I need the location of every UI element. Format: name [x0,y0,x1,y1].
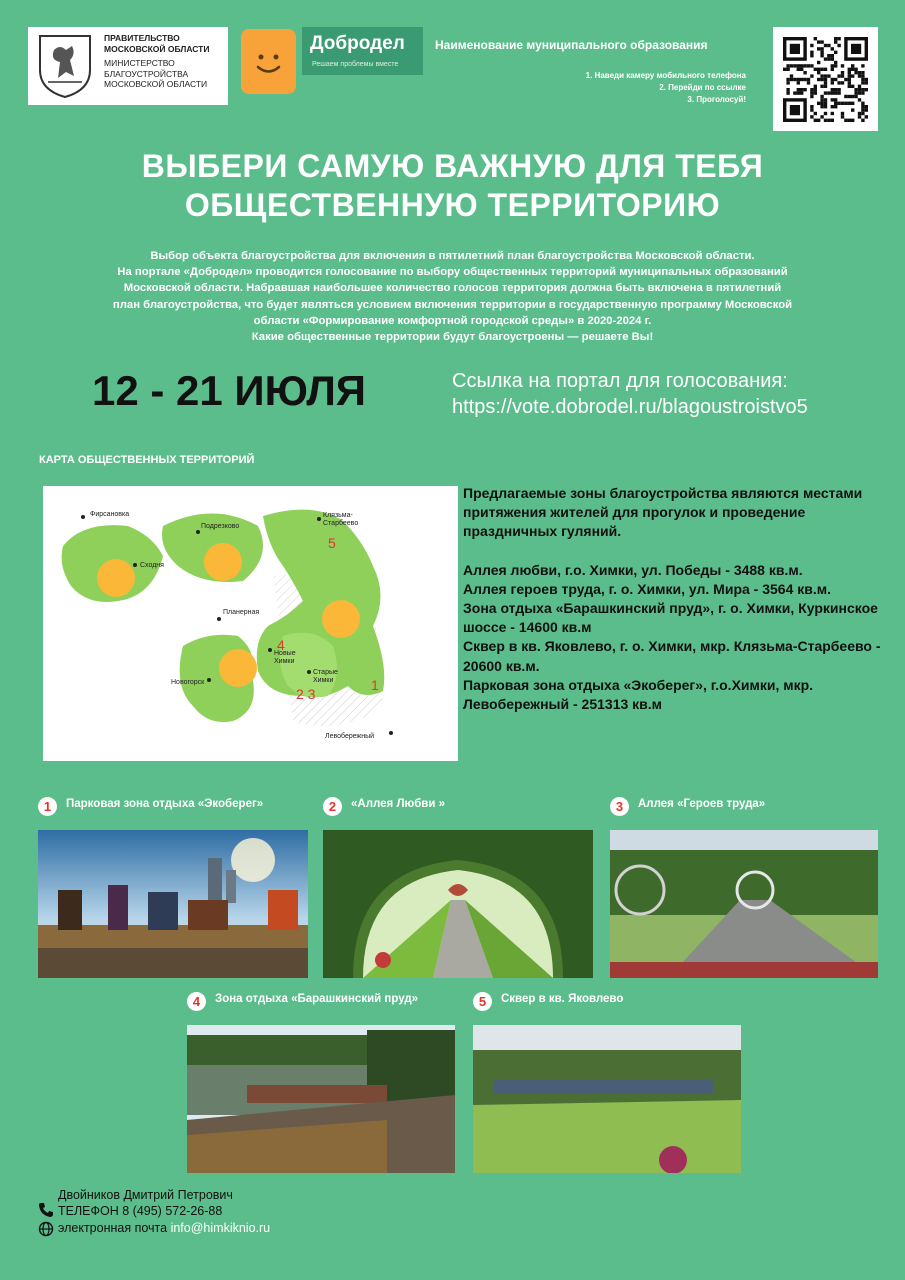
voting-step: 2. Перейди по ссылке [659,83,746,92]
map-number: 5 [328,535,336,551]
map-label: Сходня [140,562,164,569]
map-label: Планерная [223,609,260,616]
intro-text [30,248,875,345]
zone-item: Сквер в кв. Яковлево, г. о. Химки, мкр. Клязьма-Старбеево - 20600 кв.м. [463,638,881,674]
zone-item: Парковая зона отдыха «Экоберег», г.о.Химки, мкр. Левобережный - 251313 кв.м [463,676,814,713]
intro-line: На портале «Добродел» проводится голосование по выбору общественных территорий муниципальных образований [117,266,788,279]
map-marker-circle [322,600,360,638]
municipality-name: Наименование муниципального образования [435,38,708,52]
map-label: Старбеево [323,520,359,527]
zone-item: Зона отдыха «Барашкинский пруд», г. о. Химки, Куркинское шоссе - 14600 кв.м [463,600,878,636]
photo-barashkinsky-pond [187,1025,455,1173]
contact-email-label: электронная почта [58,1221,168,1235]
map-marker-circle [219,649,257,687]
voting-step: 3. Проголосуй! [687,95,746,104]
intro-line: Выбор объекта благоустройства для включения в пятилетний план благоустройства Московской области. [150,250,755,262]
intro-line: Московской области. Набравшая наибольшее количество голосов территория должна быть включена в пятилетний [123,282,782,295]
qr-code-panel[interactable] [773,27,878,131]
contact-phone: ТЕЛЕФОН 8 (495) 572-26-88 [58,1204,223,1218]
phone-icon [38,1202,54,1218]
zone-item: Аллея любви, г.о. Химки, ул. Победы - 3488 кв.м. [463,561,803,578]
voting-steps [520,70,746,106]
zone-item: Аллея героев труда, г. о. Химки, ул. Мира - 3564 кв.м. [463,580,832,597]
photo-alley-heroes [610,830,878,978]
government-names [104,33,228,90]
government-name: ПРАВИТЕЛЬСТВО МОСКОВСКОЙ ОБЛАСТИ [104,33,210,54]
intro-line: Какие общественные территории будут благоустроены — решаете Вы! [251,331,654,344]
photo-caption: Сквер в кв. Яковлево [501,993,624,1005]
map-label: Новогорск [171,679,205,686]
map-label: Химки [274,658,295,665]
zones-intro: Предлагаемые зоны благоустройства являются местами притяжения жителей для прогулок и проведение праздничных гуляний. [463,485,863,540]
globe-icon [38,1221,54,1237]
map-label: Старые [313,669,338,676]
map-number: 1 [371,677,379,693]
portal-block [452,368,808,420]
map-label: Фирсановка [90,511,130,518]
map-number: 2 3 [296,686,316,702]
map-marker-circle [97,559,135,597]
page-title-line: ВЫБЕРИ САМУЮ ВАЖНУЮ ДЛЯ ТЕБЯ [141,148,764,184]
voting-dates: 12 - 21 ИЮЛЯ [92,367,366,414]
coat-of-arms-icon [36,32,94,100]
photo-number: 2 [323,797,342,816]
map-label: Клязьма- [323,512,353,519]
voting-step: 1. Наведи камеру мобильного телефона [585,71,746,80]
photo-number: 1 [38,797,57,816]
photo-caption: «Аллея Любви » [351,798,446,810]
photo-ecobereg [38,830,308,978]
photo-caption: Парковая зона отдыха «Экоберег» [66,798,264,810]
intro-line: области «Формирование комфортной городской среды» в 2020-2024 г. [253,314,652,327]
map-label: Подрезково [201,523,240,530]
zones-description [463,484,883,714]
photo-number: 3 [610,797,629,816]
contact-email[interactable]: info@himkiknio.ru [170,1221,271,1235]
portal-label: Ссылка на портал для голосования: [452,370,788,392]
qr-code-icon[interactable] [773,27,878,131]
map-label: Химки [313,677,334,684]
dobrodel-title: Добродел [310,33,405,54]
map-number: 4 [277,637,285,653]
dobrodel-slogan: Решаем проблемы вместе [312,61,399,68]
photo-number: 5 [473,992,492,1011]
intro-line: план благоустройства, что будет являться условием включения территории в государственную программу Московской [112,298,793,311]
map-label: Новые [274,650,296,657]
photo-caption: Аллея «Героев труда» [638,798,766,810]
map-marker-circle [204,543,242,581]
page-title [0,147,905,225]
territory-map [43,486,458,761]
portal-link[interactable]: https://vote.dobrodel.ru/blagoustroistvo5 [452,396,808,418]
map-title: КАРТА ОБЩЕСТВЕННЫХ ТЕРРИТОРИЙ [39,454,255,466]
page-title-line: ОБЩЕСТВЕННУЮ ТЕРРИТОРИЮ [184,187,721,223]
photo-number: 4 [187,992,206,1011]
photo-yakovlevo-square [473,1025,741,1173]
dobrodel-mascot-icon [241,29,296,94]
ministry-name: МИНИСТЕРСТВО БЛАГОУСТРОЙСТВА МОСКОВСКОЙ ОБЛАСТИ [104,58,208,89]
contact-email-row [58,1221,270,1235]
photo-alley-love [323,830,593,978]
photo-caption: Зона отдыха «Барашкинский пруд» [215,993,419,1005]
map-label: Левобережный [325,733,375,740]
contact-name: Двойников Дмитрий Петрович [58,1188,233,1202]
